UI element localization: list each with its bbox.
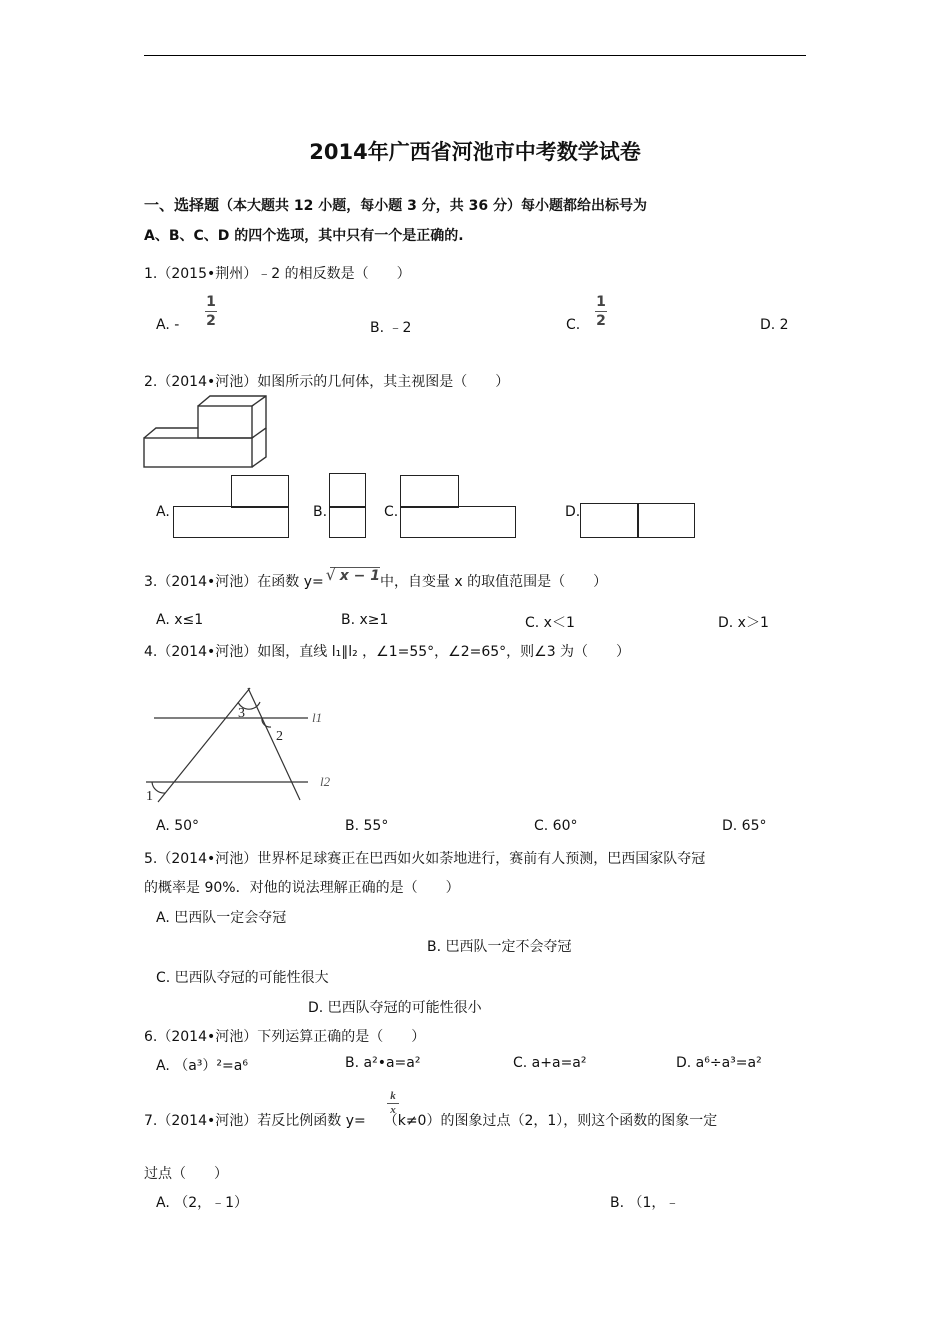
- q7-stem-line1: [144, 1110, 717, 1130]
- q5-stem-line1: 5.（2014•河池）世界杯足球赛正在巴西如火如荼地进行，赛前有人预测，巴西国家队夺冠: [144, 851, 706, 867]
- q6-option-c: C. a+a=a²: [513, 1055, 587, 1071]
- q7-stem-line2: 过点（ ）: [144, 1166, 228, 1182]
- q6-option-a: A. （a³）²=a⁶: [156, 1058, 248, 1074]
- q2-option-a: A.: [156, 504, 170, 520]
- q6-option-b: B. a²•a=a²: [345, 1055, 421, 1071]
- section-label: 一、选择题: [144, 196, 220, 214]
- q1-fraction-c: [594, 293, 608, 330]
- q6-option-d: D. a⁶÷a³=a²: [676, 1055, 762, 1071]
- fraction-denominator: x: [390, 1104, 396, 1116]
- angle-2-label: 2: [276, 729, 283, 744]
- q2-solid-figure: [140, 392, 272, 472]
- q2-a-top-rect: [231, 475, 289, 508]
- line-l2-label: l2: [320, 774, 331, 789]
- q3-radical: [325, 565, 380, 584]
- q6-stem: 6.（2014•河池）下列运算正确的是（ ）: [144, 1029, 426, 1045]
- q1-fraction-a: [204, 293, 218, 330]
- q2-option-b: B.: [313, 504, 328, 520]
- q2-option-c: C.: [384, 504, 399, 520]
- page-title: 2014年广西省河池市中考数学试卷: [309, 140, 641, 164]
- q3-radicand: x − 1: [339, 568, 380, 584]
- q5-option-c: C. 巴西队夺冠的可能性很大: [156, 970, 329, 986]
- q1-option-a: A. -: [156, 317, 180, 333]
- q7-stem-pre: 7.（2014•河池）若反比例函数 y=: [144, 1113, 366, 1129]
- q3-stem-post: 中，自变量 x 的取值范围是（ ）: [379, 574, 608, 590]
- q1-option-c: C.: [566, 317, 581, 333]
- q3-option-d: D. x＞1: [718, 615, 769, 631]
- line-l1-label: l1: [312, 710, 323, 725]
- q2-d-left-rect: [580, 503, 639, 538]
- q7-option-a: A. （2，﹣1）: [156, 1195, 249, 1211]
- q2-c-top-rect: [400, 475, 459, 508]
- q5-stem-line2: 的概率是 90%．对他的说法理解正确的是（ ）: [144, 880, 460, 896]
- fraction-numerator: 1: [206, 294, 216, 310]
- q4-parallel-lines-figure: [140, 682, 340, 806]
- angle-3-label: 3: [238, 706, 245, 721]
- q1-option-b: B. ﹣2: [370, 320, 412, 336]
- q7-option-b: B. （1，﹣: [610, 1195, 680, 1211]
- q5-option-d: D. 巴西队夺冠的可能性很小: [308, 1000, 482, 1016]
- section-heading: [144, 194, 647, 215]
- q3-option-c: C. x＜1: [525, 615, 575, 631]
- q4-option-a: A. 50°: [156, 818, 200, 834]
- q2-option-d: D.: [565, 504, 581, 520]
- q5-option-a: A. 巴西队一定会夺冠: [156, 910, 287, 926]
- q3-stem-pre: 3.（2014•河池）在函数 y=: [144, 574, 324, 590]
- q3-option-b: B. x≥1: [341, 612, 389, 628]
- q2-a-bottom-rect: [173, 506, 289, 538]
- angle-1-label: 1: [146, 789, 153, 804]
- fraction-numerator: k: [390, 1090, 396, 1102]
- q4-option-b: B. 55°: [345, 818, 389, 834]
- section-note: （本大题共 12 小题，每小题 3 分，共 36 分）每小题都给出标号为: [219, 198, 647, 214]
- q5-option-b: B. 巴西队一定不会夺冠: [427, 939, 572, 955]
- q1-option-d: D. 2: [760, 317, 789, 333]
- q3-stem: [144, 565, 608, 591]
- fraction-denominator: 2: [206, 313, 216, 329]
- q4-option-d: D. 65°: [722, 818, 767, 834]
- radical-sign: √: [325, 565, 336, 584]
- q3-option-a: A. x≤1: [156, 612, 204, 628]
- section-note-line2: A、B、C、D 的四个选项，其中只有一个是正确的.: [144, 228, 464, 244]
- q2-c-bottom-rect: [400, 506, 516, 538]
- q2-b-top-rect: [329, 473, 366, 508]
- q1-stem: 1.（2015•荆州）﹣2 的相反数是（ ）: [144, 266, 411, 282]
- q2-stem: 2.（2014•河池）如图所示的几何体，其主视图是（ ）: [144, 374, 510, 390]
- q4-option-c: C. 60°: [534, 818, 578, 834]
- q7-stem-post: （k≠0）的图象过点（2，1），则这个函数的图象一定: [383, 1113, 718, 1129]
- fraction-numerator: 1: [596, 294, 606, 310]
- fraction-denominator: 2: [596, 313, 606, 329]
- q7-fraction: [387, 1090, 399, 1117]
- header-rule: [144, 55, 806, 56]
- q4-stem: 4.（2014•河池）如图，直线 l₁∥l₂ ，∠1=55°，∠2=65°，则∠3 为（ ）: [144, 644, 631, 660]
- q2-b-bottom-rect: [329, 506, 366, 538]
- q2-d-right-rect: [637, 503, 695, 538]
